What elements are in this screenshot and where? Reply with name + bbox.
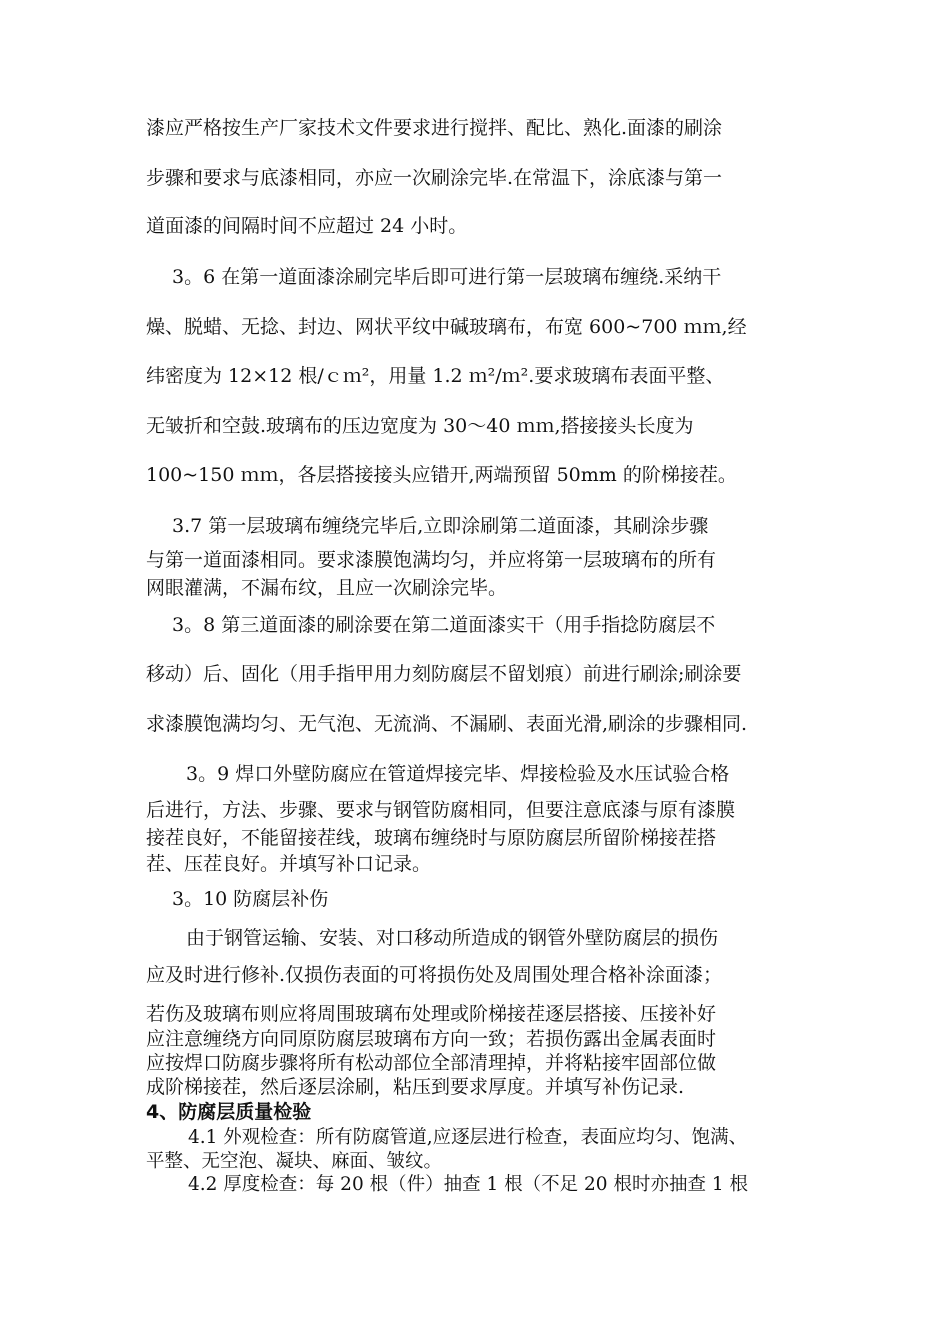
text-line: 网眼灌满，不漏布纹，且应一次刷涂完毕。 [146,577,508,599]
text-line: 与第一道面漆相同。要求漆膜饱满均匀，并应将第一层玻璃布的所有 [146,549,717,571]
text-line: 4.2 厚度检查：每 20 根（件）抽查 1 根（不足 20 根时亦抽查 1 根 [188,1174,748,1195]
text-line: 平整、无空泡、凝块、麻面、皱纹。 [146,1151,443,1172]
text-line: 3.7 第一层玻璃布缠绕完毕后,立即涂刷第二道面漆，其刷涂步骤 [172,515,709,537]
text-line: 由于钢管运输、安装、对口移动所造成的钢管外壁防腐层的损伤 [186,927,719,949]
section-heading: 4、防腐层质量检验 [146,1101,312,1123]
text-line: 4.1 外观检查：所有防腐管道,应逐层进行检查，表面应均匀、饱满、 [188,1127,748,1148]
text-line: 3。9 焊口外壁防腐应在管道焊接完毕、焊接检验及水压试验合格 [186,763,730,785]
text-line: 无皱折和空鼓.玻璃布的压边宽度为 30～40 ｍｍ,搭接接头长度为 [146,415,694,437]
text-line: 移动）后、固化（用手指甲用力刻防腐层不留划痕）前进行刷涂;刷涂要 [146,663,742,685]
text-line: 应及时进行修补.仅损伤表面的可将损伤处及周围处理合格补涂面漆； [146,964,723,986]
text-line: 燥、脱蜡、无捻、封边、网状平纹中碱玻璃布，布宽 600~700 ｍｍ,经 [146,316,747,338]
text-line: 漆应严格按生产厂家技术文件要求进行搅拌、配比、熟化.面漆的刷涂 [146,117,723,139]
section-heading: 3。10 防腐层补伤 [172,888,329,910]
text-line: 若伤及玻璃布则应将周围玻璃布处理或阶梯接茬逐层搭接、压接补好 [146,1003,717,1025]
text-line: 求漆膜饱满均匀、无气泡、无流淌、不漏刷、表面光滑,刷涂的步骤相同. [146,713,748,735]
text-line: 100~150 ｍｍ，各层搭接接头应错开,两端预留 50mm 的阶梯接茬。 [146,464,737,486]
text-line: 成阶梯接茬，然后逐层涂刷，粘压到要求厚度。并填写补伤记录. [146,1076,685,1098]
text-line: 后进行，方法、步骤、要求与钢管防腐相同，但要注意底漆与原有漆膜 [146,799,736,821]
text-line: 应按焊口防腐步骤将所有松动部位全部清理掉，并将粘接牢固部位做 [146,1052,717,1074]
text-line: 应注意缠绕方向同原防腐层玻璃布方向一致；若损伤露出金属表面时 [146,1028,717,1050]
text-line: 步骤和要求与底漆相同，亦应一次刷涂完毕.在常温下，涂底漆与第一 [146,167,723,189]
text-line: 接茬良好，不能留接茬线，玻璃布缠绕时与原防腐层所留阶梯接茬搭 [146,827,717,849]
text-line: 3。8 第三道面漆的刷涂要在第二道面漆实干（用手指捻防腐层不 [172,614,716,636]
text-line: 茬、压茬良好。并填写补口记录。 [146,853,432,875]
text-line: 纬密度为 12×12 根/ｃｍ²，用量 1.2 ｍ²/ｍ².要求玻璃布表面平整、 [146,365,725,387]
text-line: 道面漆的间隔时间不应超过 24 小时。 [146,215,468,237]
text-line: 3。6 在第一道面漆涂刷完毕后即可进行第一层玻璃布缠绕.采纳干 [172,266,722,288]
